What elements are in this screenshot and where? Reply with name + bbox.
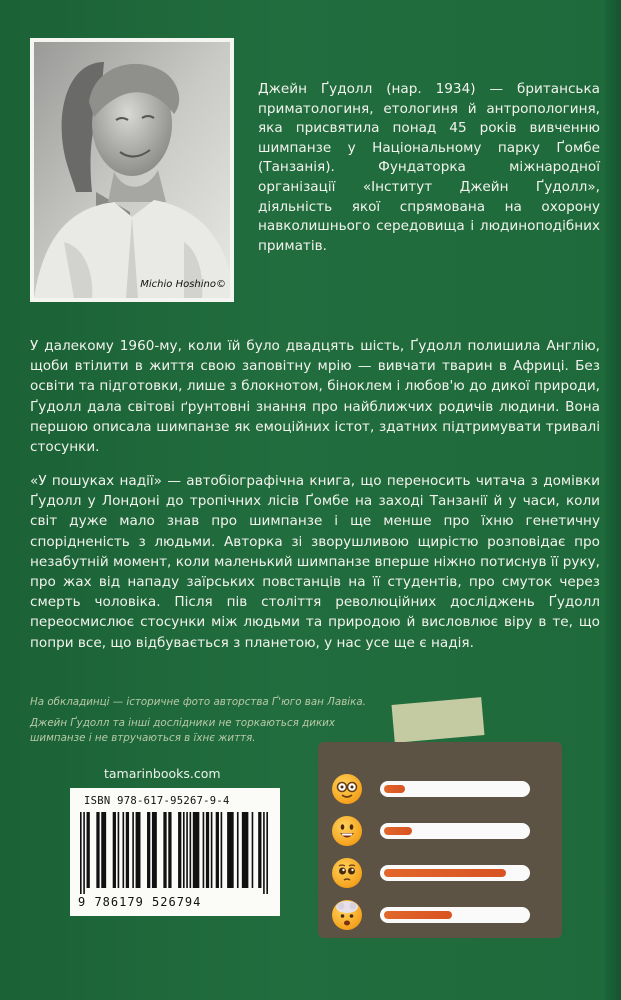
barcode-bar — [113, 812, 116, 888]
barcode-bar — [221, 812, 223, 888]
barcode-bar — [147, 812, 150, 888]
barcode-bar — [263, 812, 265, 894]
exploding-head-icon — [332, 900, 362, 930]
cover-photo-note: На обкладинці — історичне фото авторства Ґ'юго ван Лавіка. — [30, 696, 366, 708]
barcode-bar — [216, 812, 219, 888]
mood-row — [332, 858, 548, 888]
description-paragraph-2: «У пошуках надії» — автобіографічна книга, що переносить читача з домівки Ґудолл у Лондоні до тропічних лісів Ґомбе на заході Танзанії й у часи, коли світ дуже мало знав про шимпанзе і ще менше про їхню генетичну спорідненість з людьми. Авторка зі зворушливою щирістю розповідає про незабутній момент, коли маленький шимпанзе вперше ніжно потиснув її руку, про жах від нападу заїрських повстанців на її студентів, про смуток через смерть чоловіка. Після пів століття революційних досліджень Ґудолл переосмислює стосунки між людьми та природою й висловлює віру в те, що попри все, що відбувається з планетою, у нас усе ще є надія. — [30, 473, 600, 651]
barcode-bar — [126, 812, 129, 888]
author-bio: Джейн Ґудолл (нар. 1934) — британська приматологиня, етологиня й антропологиня, яка присвятила понад 45 років вивченню шимпанзе у Національному парку Ґомбе (Танзанія). Фундаторка міжнародної організації «Інститут Джейн Ґудолл», діяльність якої спрямована на охорону навколишнього середовища і людиноподібних приматів. — [258, 81, 600, 254]
barcode-digits: 9 786179 526794 — [78, 895, 202, 909]
barcode-bar — [80, 812, 82, 894]
barcode-bar — [237, 812, 239, 888]
mood-bar — [380, 823, 530, 839]
barcode-bar — [186, 812, 188, 888]
barcode-bar — [211, 812, 213, 888]
barcode-bar — [258, 812, 261, 888]
nerd-face-icon — [332, 774, 362, 804]
barcode-bar — [178, 812, 181, 888]
barcode-bar — [132, 812, 134, 888]
barcode — [70, 788, 280, 916]
barcode-bar — [101, 812, 106, 888]
barcode-bar — [83, 812, 85, 894]
tape-strip — [392, 697, 485, 743]
barcode-bar — [252, 812, 254, 888]
mood-bar-fill — [384, 785, 405, 793]
barcode-bar — [136, 812, 141, 888]
barcode-bar — [190, 812, 192, 888]
barcode-bars — [80, 812, 270, 894]
barcode-bar — [206, 812, 209, 888]
research-note: Джейн Ґудолл та інші дослідники не торкаються диких шимпанзе і не втручаються в їхнє життя. — [30, 717, 335, 744]
barcode-bar — [163, 812, 166, 888]
mood-row — [332, 774, 548, 804]
mood-bar — [380, 865, 530, 881]
isbn-label: ISBN 978-617-95267-9-4 — [84, 795, 230, 807]
grinning-face-icon — [332, 816, 362, 846]
barcode-bar — [193, 812, 200, 888]
pleading-face-icon — [332, 858, 362, 888]
barcode-bar — [118, 812, 120, 888]
mood-bar — [380, 781, 530, 797]
mood-bar-fill — [384, 911, 452, 919]
mood-bar — [380, 907, 530, 923]
mood-bar-fill — [384, 827, 412, 835]
barcode-bar — [168, 812, 171, 888]
barcode-bar — [123, 812, 125, 888]
mood-bar-fill — [384, 869, 506, 877]
barcode-bar — [183, 812, 185, 888]
spine-edge — [605, 0, 621, 1000]
publisher-website: tamarinbooks.com — [104, 766, 221, 781]
barcode-bar — [87, 812, 90, 888]
author-portrait-image — [34, 42, 230, 298]
photo-credit: Michio Hoshino© — [140, 279, 226, 290]
barcode-bar — [96, 812, 99, 888]
barcode-bar — [227, 812, 234, 888]
barcode-bar — [152, 812, 157, 888]
mood-rating-panel — [318, 742, 562, 938]
barcode-bar — [266, 812, 268, 894]
author-photo — [30, 38, 234, 302]
mood-row — [332, 900, 548, 930]
barcode-bar — [242, 812, 249, 888]
description-paragraph-1: У далекому 1960-му, коли їй було двадцять шість, Ґудолл полишила Англію, щоби втілити в життя свою заповітну мрію — вивчати тварин в Африці. Без освіти та підготовки, лише з блокнотом, біноклем і любов'ю до дикої природи, Ґудолл дала світові ґрунтовні знання про найближчих родичів людини. Вона першою описала шимпанзе як емоційних істот, здатних підтримувати тривалі стосунки. — [30, 338, 600, 456]
barcode-bar — [203, 812, 205, 888]
mood-row — [332, 816, 548, 846]
